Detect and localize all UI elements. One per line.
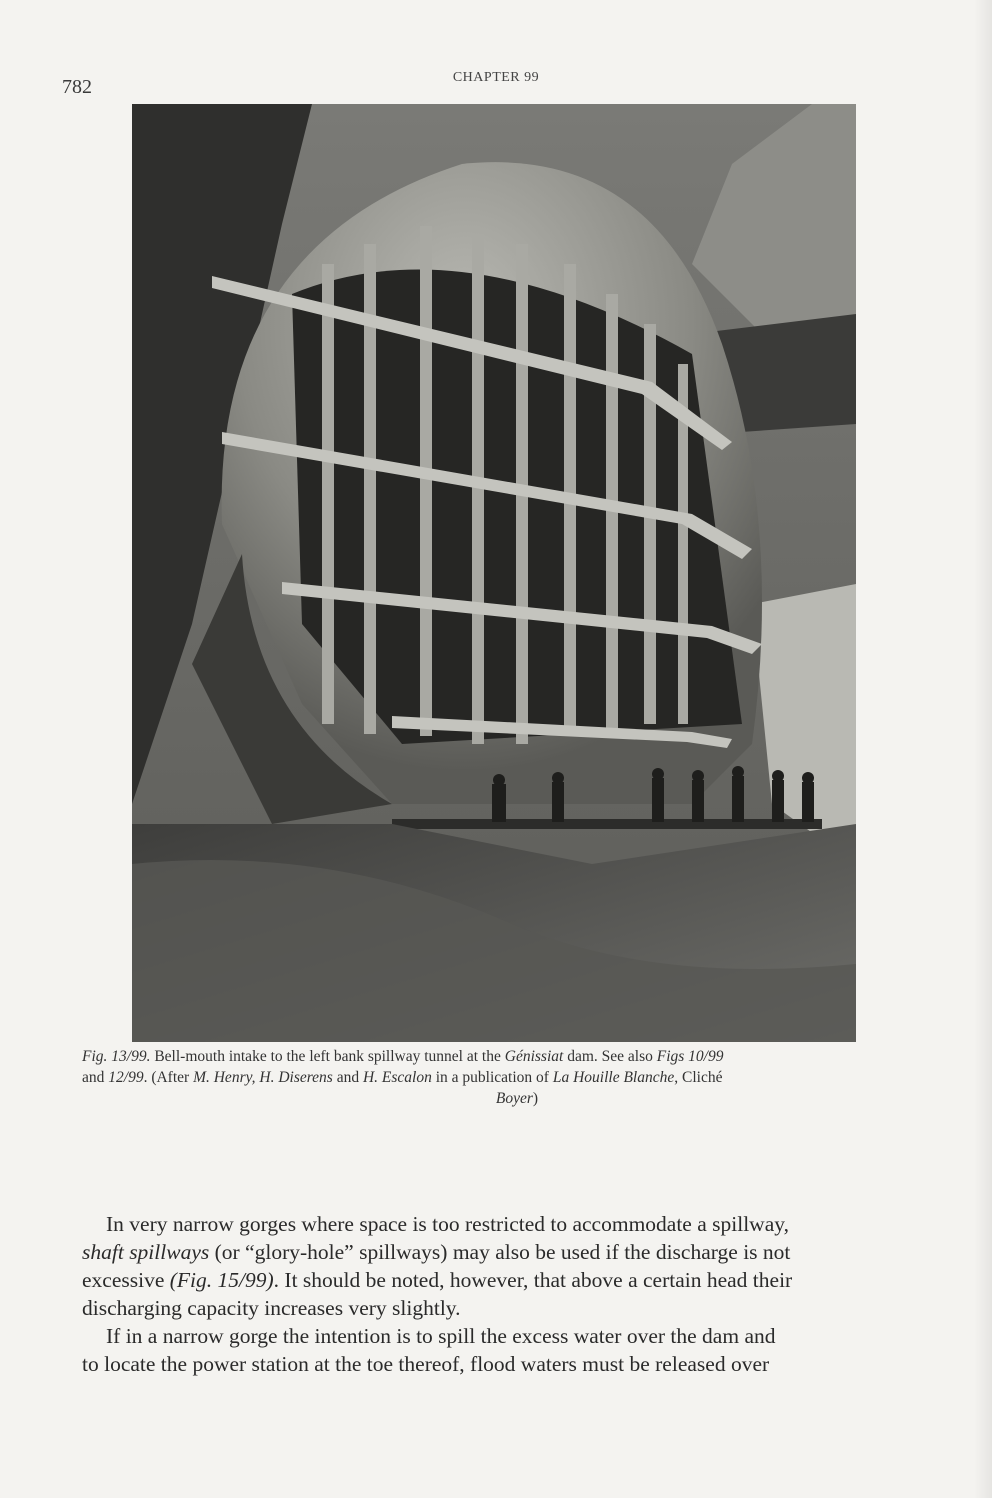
paragraph-text: . It should be noted, however, that above a certain head their	[273, 1268, 793, 1292]
paragraph-text: (or “glory-hole” spillways) may also be used if the discharge is not	[209, 1240, 791, 1264]
page-number: 782	[62, 76, 92, 98]
caption-line-3	[82, 1088, 952, 1109]
figure-reference: (Fig. 15/99)	[169, 1268, 274, 1292]
figure-reference: 12/99	[108, 1069, 144, 1086]
spillway-intake-photo	[132, 104, 856, 1042]
paragraph-1-line-2	[82, 1238, 954, 1266]
page-gutter-shadow	[974, 0, 992, 1498]
caption-text: . (After	[143, 1069, 194, 1086]
paragraph-1-line-3	[82, 1266, 954, 1294]
figure-label: Fig. 13/99.	[82, 1048, 151, 1065]
figure-caption	[82, 1046, 952, 1109]
paragraph-1-line-4: discharging capacity increases very slightly.	[82, 1296, 461, 1320]
term-shaft-spillways: shaft spillways	[82, 1240, 210, 1264]
paragraph-2-line-1: If in a narrow gorge the intention is to spill the excess water over the dam and	[106, 1324, 776, 1348]
paragraph-2-line-2: to locate the power station at the toe thereof, flood waters must be released over	[82, 1352, 770, 1376]
caption-text: )	[532, 1090, 539, 1107]
caption-text: Bell-mouth intake to the left bank spillway tunnel at the	[150, 1048, 505, 1065]
running-head: CHAPTER 99	[452, 70, 540, 85]
figure-photograph	[132, 104, 856, 1042]
publication-title: La Houille Blanche	[552, 1069, 675, 1086]
body-text	[82, 1210, 954, 1378]
caption-text: and	[82, 1069, 109, 1086]
author-name: H. Escalon	[362, 1069, 432, 1086]
caption-text: in a publication of	[431, 1069, 553, 1086]
dam-name: Génissiat	[504, 1048, 564, 1065]
figure-reference: Figs 10/99	[656, 1048, 724, 1065]
author-names: M. Henry, H. Diserens	[193, 1069, 333, 1086]
photographer-name: Boyer	[495, 1090, 533, 1107]
caption-text: , Cliché	[674, 1069, 723, 1086]
caption-text: and	[332, 1069, 363, 1086]
caption-line-2	[82, 1067, 952, 1088]
caption-text: dam. See also	[563, 1048, 657, 1065]
caption-line-1	[82, 1046, 952, 1067]
paragraph-text: excessive	[82, 1268, 170, 1292]
paragraph-1-line-1: In very narrow gorges where space is too restricted to accommodate a spillway,	[106, 1212, 789, 1236]
